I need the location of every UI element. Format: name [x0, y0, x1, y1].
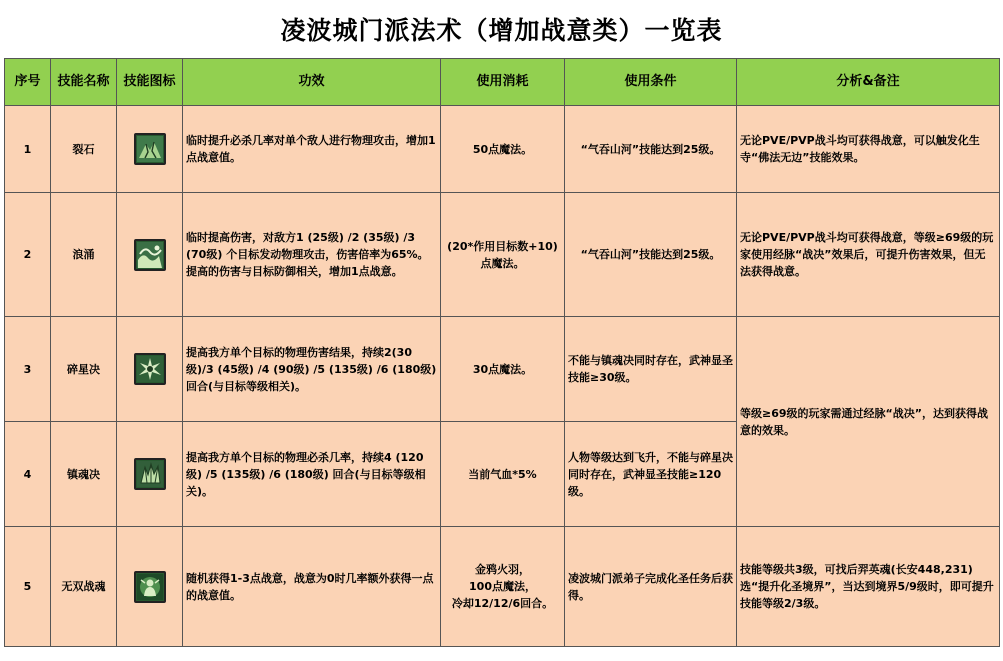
condition-cell: 凌波城门派弟子完成化圣任务后获得。 [565, 527, 737, 647]
header-row [5, 59, 1000, 106]
merged-notes-cell: 等级≥69级的玩家需通过经脉“战决”，达到获得战意的效果。 [737, 317, 1000, 527]
cost-cell: (20*作用目标数+10)点魔法。 [441, 193, 565, 317]
skill-name-cell: 碎星决 [51, 317, 117, 422]
skill-icon-cell [117, 106, 183, 193]
wave-surge-icon [134, 239, 166, 271]
effect-cell: 随机获得1-3点战意，战意为0时几率额外获得一点的战意值。 [183, 527, 441, 647]
mountain-crack-icon [134, 133, 166, 165]
cost-line: 金鸦火羽， [475, 563, 530, 576]
seq-cell: 3 [5, 317, 51, 422]
condition-cell: 不能与镇魂决同时存在，武神显圣技能≥30级。 [565, 317, 737, 422]
effect-cell: 提高我方单个目标的物理伤害结果，持续2(30级)/3 (45级) /4 (90级) /5 (135级) /6 (180级)回合(与目标等级相关)。 [183, 317, 441, 422]
condition-cell: “气吞山河”技能达到25级。 [565, 193, 737, 317]
header-cost: 使用消耗 [441, 59, 565, 106]
effect-cell: 提高我方单个目标的物理必杀几率，持续4 (120级) /5 (135级) /6 (180级) 回合(与目标等级相关)。 [183, 422, 441, 527]
condition-cell: “气吞山河”技能达到25级。 [565, 106, 737, 193]
skill-icon-cell [117, 527, 183, 647]
skill-name-cell: 裂石 [51, 106, 117, 193]
star-burst-icon [134, 353, 166, 385]
table-row [5, 317, 1000, 422]
skill-icon-cell [117, 422, 183, 527]
notes-cell: 无论PVE/PVP战斗均可获得战意，可以触发化生寺“佛法无边”技能效果。 [737, 106, 1000, 193]
condition-cell: 人物等级达到飞升，不能与碎星决同时存在，武神显圣技能≥120级。 [565, 422, 737, 527]
cost-line: 冷却12/12/6回合。 [451, 597, 554, 610]
notes-cell: 无论PVE/PVP战斗均可获得战意，等级≥69级的玩家使用经脉“战决”效果后，可提升伤害效果，但无法获得战意。 [737, 193, 1000, 317]
header-seq: 序号 [5, 59, 51, 106]
warrior-soul-icon [134, 571, 166, 603]
cost-cell: 当前气血*5% [441, 422, 565, 527]
skill-name-cell: 镇魂决 [51, 422, 117, 527]
skill-name-cell: 浪涌 [51, 193, 117, 317]
seq-cell: 2 [5, 193, 51, 317]
header-condition: 使用条件 [565, 59, 737, 106]
skill-icon-cell [117, 193, 183, 317]
cost-cell: 50点魔法。 [441, 106, 565, 193]
cost-cell: 30点魔法。 [441, 317, 565, 422]
header-icon: 技能图标 [117, 59, 183, 106]
notes-cell: 技能等级共3级，可找后羿英魂(长安448,231)选“提升化圣境界”，当达到境界5/9级时，即可提升技能等级2/3级。 [737, 527, 1000, 647]
seq-cell: 4 [5, 422, 51, 527]
cost-cell [441, 527, 565, 647]
cost-line: 100点魔法， [469, 580, 536, 593]
skill-icon-cell [117, 317, 183, 422]
header-name: 技能名称 [51, 59, 117, 106]
header-notes: 分析&备注 [737, 59, 1000, 106]
page-title: 凌波城门派法术（增加战意类）一览表 [280, 16, 723, 45]
crystal-shatter-icon [134, 458, 166, 490]
table-row [5, 527, 1000, 647]
seq-cell: 5 [5, 527, 51, 647]
table-row [5, 193, 1000, 317]
skill-name-cell: 无双战魂 [51, 527, 117, 647]
skill-table [4, 58, 1000, 647]
effect-cell: 临时提高伤害，对敌方1 (25级) /2 (35级) /3 (70级) 个目标发动物理攻击，伤害倍率为65%。提高的伤害与目标防御相关，增加1点战意。 [183, 193, 441, 317]
header-effect: 功效 [183, 59, 441, 106]
effect-cell: 临时提升必杀几率对单个敌人进行物理攻击，增加1点战意值。 [183, 106, 441, 193]
table-row [5, 106, 1000, 193]
seq-cell: 1 [5, 106, 51, 193]
